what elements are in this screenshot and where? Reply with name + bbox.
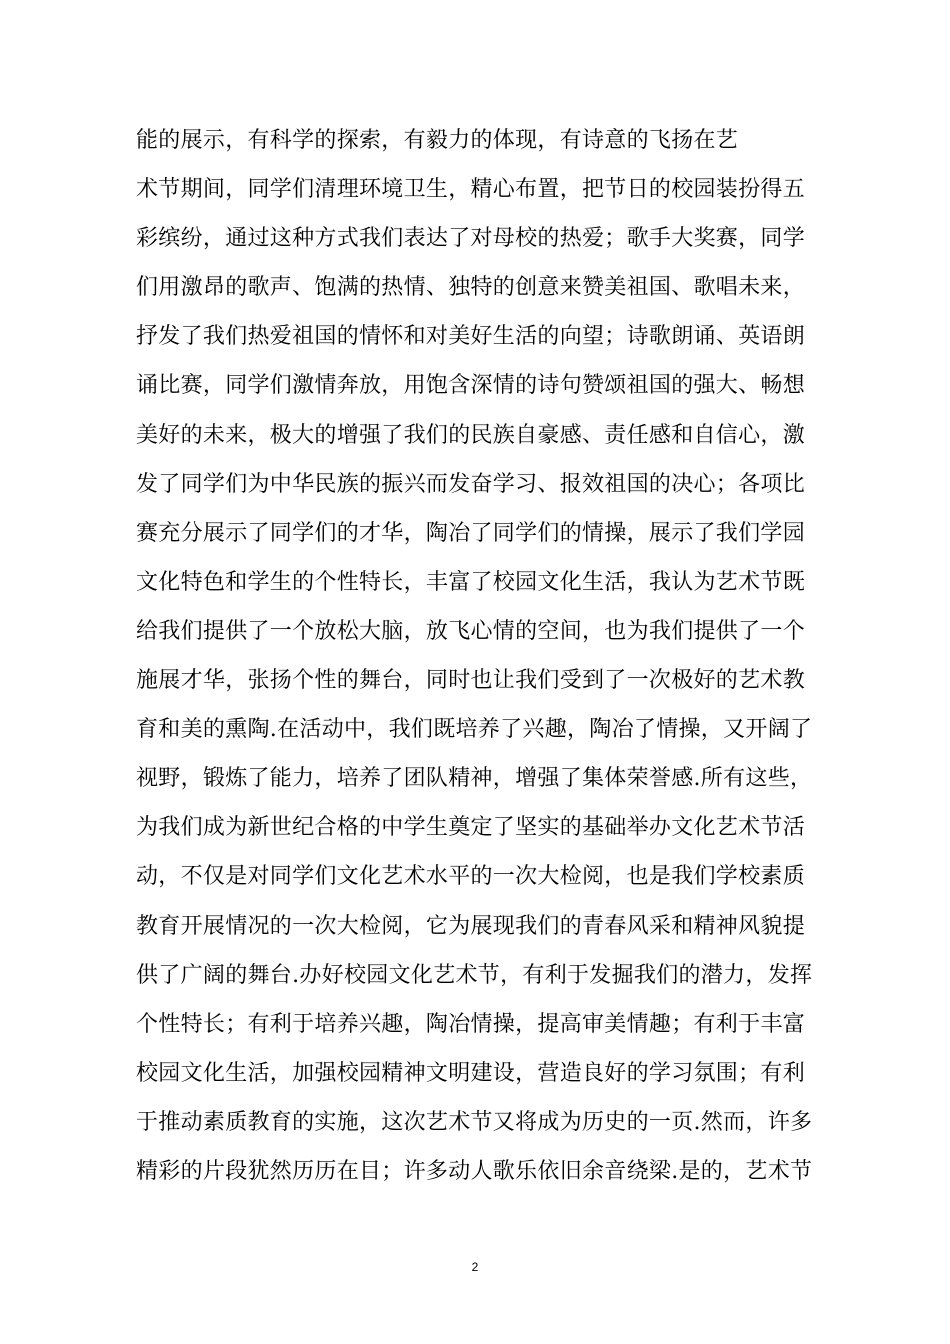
text-line: 供了广阔的舞台.办好校园文化艺术节，有利于发掘我们的潜力，发挥 (136, 962, 813, 988)
text-line: 于推动素质教育的实施，这次艺术节又将成为历史的一页.然而，许多 (136, 1109, 813, 1135)
text-line: 赛充分展示了同学们的才华，陶冶了同学们的情操，展示了我们学园 (136, 520, 806, 546)
text-line: 动，不仅是对同学们文化艺术水平的一次大检阅，也是我们学校素质 (136, 864, 806, 890)
text-line: 文化特色和学生的个性特长，丰富了校园文化生活，我认为艺术节既 (136, 569, 806, 595)
text-line: 育和美的熏陶.在活动中，我们既培养了兴趣，陶冶了情操，又开阔了 (136, 717, 813, 743)
text-line: 诵比赛，同学们激情奔放，用饱含深情的诗句赞颂祖国的强大、畅想 (136, 373, 806, 399)
text-line: 校园文化生活，加强校园精神文明建设，营造良好的学习氛围；有利 (136, 1060, 806, 1086)
text-line: 能的展示，有科学的探索，有毅力的体现，有诗意的飞扬在艺 (136, 128, 739, 153)
text-line: 抒发了我们热爱祖国的情怀和对美好生活的向望；诗歌朗诵、英语朗 (136, 324, 806, 350)
text-line: 为我们成为新世纪合格的中学生奠定了坚实的基础举办文化艺术节活 (136, 815, 806, 841)
text-line: 个性特长；有利于培养兴趣，陶冶情操，提高审美情趣；有利于丰富 (136, 1011, 806, 1037)
text-line: 美好的未来，极大的增强了我们的民族自豪感、责任感和自信心，激 (136, 422, 806, 448)
text-line: 施展才华，张扬个性的舞台，同时也让我们受到了一次极好的艺术教 (136, 668, 806, 694)
text-line: 术节期间，同学们清理环境卫生，精心布置，把节日的校园装扮得五 (136, 177, 806, 203)
text-line: 发了同学们为中华民族的振兴而发奋学习、报效祖国的决心；各项比 (136, 471, 806, 497)
text-line: 们用激昂的歌声、饱满的热情、独特的创意来赞美祖国、歌唱未来， (136, 275, 806, 301)
text-line: 精彩的片段犹然历历在目；许多动人歌乐依旧余音绕梁.是的，艺术节 (136, 1158, 813, 1184)
text-line: 给我们提供了一个放松大脑，放飞心情的空间，也为我们提供了一个 (136, 618, 806, 644)
text-line: 教育开展情况的一次大检阅，它为展现我们的青春风采和精神风貌提 (136, 913, 806, 939)
text-line: 彩缤纷，通过这种方式我们表达了对母校的热爱；歌手大奖赛，同学 (136, 226, 806, 252)
text-line: 视野，锻炼了能力，培养了团队精神，增强了集体荣誉感.所有这些， (136, 766, 813, 792)
body-text (136, 116, 826, 1196)
page-number: 2 (471, 1260, 479, 1274)
